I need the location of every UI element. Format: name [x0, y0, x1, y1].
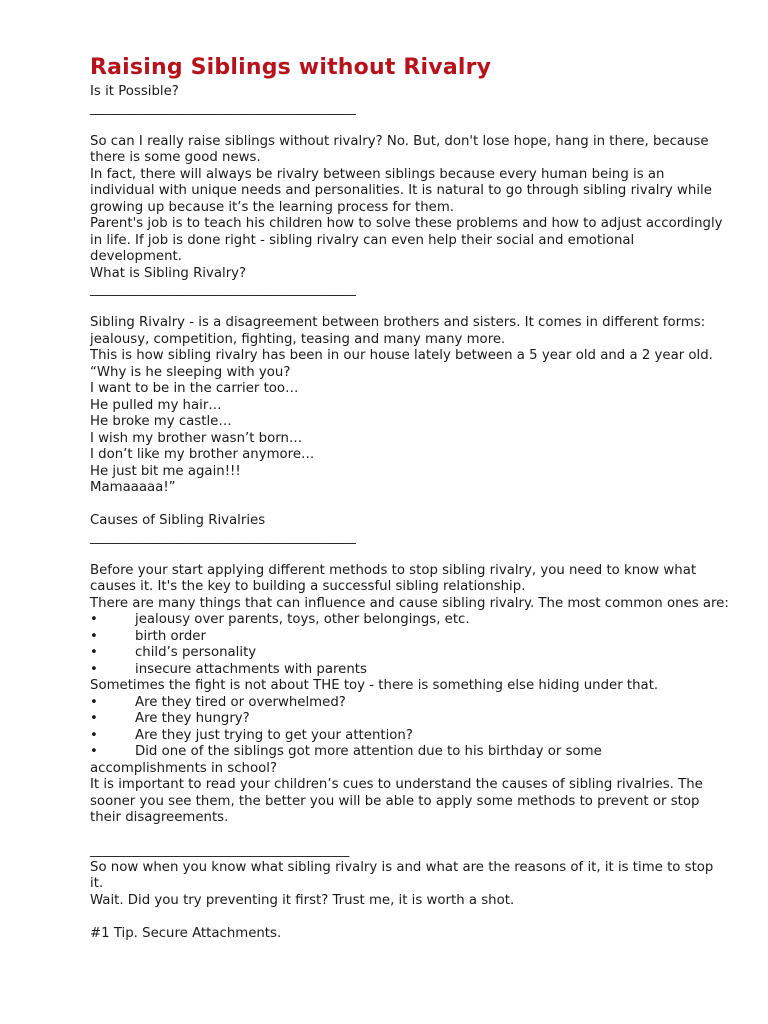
- spacer: [90, 546, 730, 563]
- list-item: [90, 662, 730, 679]
- quote-line: He broke my castle…: [90, 414, 232, 429]
- list-item: [90, 645, 730, 662]
- list-item-text: Are they just trying to get your attention?: [135, 727, 413, 743]
- spacer: [90, 497, 730, 514]
- subtitle: Is it Possible?: [90, 84, 179, 99]
- bullet-marker: •: [90, 612, 98, 627]
- spacer: [90, 299, 730, 316]
- paragraph-parents-job: Parent's job is to teach his children how to solve these problems and how to adjust accordingly in life. If job is done right - sibling rivalry can even help their social and emotional development.: [90, 216, 723, 264]
- bullet-marker: •: [90, 744, 98, 759]
- bullet-marker: •: [90, 645, 98, 660]
- list-item: [90, 629, 730, 646]
- divider-rule: _______________________________________: [90, 843, 350, 858]
- paragraph-many-things: There are many things that can influence and cause sibling rivalry. The most common ones are:: [90, 595, 729, 611]
- bullet-marker: •: [90, 727, 98, 743]
- bullet-marker: •: [90, 628, 98, 644]
- heading-what-is-sibling-rivalry: What is Sibling Rivalry?: [90, 265, 247, 281]
- quote-line: He pulled my hair…: [90, 397, 222, 413]
- list-item-continuation: accomplishments in school?: [90, 760, 278, 776]
- spacer: [90, 117, 730, 134]
- list-item-text: insecure attachments with parents: [135, 661, 367, 677]
- list-item: [90, 728, 730, 745]
- document-page: [90, 52, 730, 942]
- divider-rule: ________________________________________: [90, 100, 356, 116]
- paragraph-in-fact: In fact, there will always be rivalry between siblings because every human being is an individual with unique needs and personalities. It is natural to go through sibling rivalry while growing up because it’s the learning process for them.: [90, 166, 712, 215]
- paragraph-definition: Sibling Rivalry - is a disagreement between brothers and sisters. It comes in different forms: jealousy, competition, fighting, teasing and many many more.: [90, 315, 706, 347]
- list-item: [90, 711, 730, 728]
- list-item-text: child’s personality: [135, 645, 257, 660]
- list-item-text: Did one of the siblings got more attention due to his birthday or some: [135, 744, 602, 759]
- paragraph-intro: So can I really raise siblings without rivalry? No. But, don't lose hope, hang in there, because there is some good news.: [90, 133, 709, 165]
- heading-tip-1: #1 Tip. Secure Attachments.: [90, 925, 282, 941]
- paragraph-wait: Wait. Did you try preventing it first? Trust me, it is worth a shot.: [90, 892, 515, 908]
- paragraph-our-house: This is how sibling rivalry has been in our house lately between a 5 year old and a 2 year old.: [90, 348, 713, 363]
- quote-line: He just bit me again!!!: [90, 463, 241, 479]
- spacer: [90, 827, 730, 844]
- divider-rule: ________________________________________: [90, 529, 356, 545]
- quote-line: I don’t like my brother anymore…: [90, 447, 315, 462]
- quote-line: I wish my brother wasn’t born…: [90, 430, 303, 446]
- spacer: [90, 909, 730, 926]
- document-body: [90, 84, 730, 942]
- list-item: [90, 744, 730, 761]
- paragraph-read-cues: It is important to read your children’s cues to understand the causes of sibling rivalries. The sooner you see them, the better you will be able to apply some methods to prevent or stop their disagreements.: [90, 777, 703, 825]
- list-item-text: jealousy over parents, toys, other belongings, etc.: [135, 612, 470, 627]
- list-item-text: Are they tired or overwhelmed?: [135, 694, 346, 710]
- bullet-marker: •: [90, 661, 98, 677]
- paragraph-so-now: So now when you know what sibling rivalry is and what are the reasons of it, it is time to stop it.: [90, 859, 714, 891]
- quote-line: I want to be in the carrier too…: [90, 381, 299, 396]
- heading-causes: Causes of Sibling Rivalries: [90, 513, 266, 528]
- list-item-text: birth order: [135, 628, 206, 644]
- list-item: [90, 612, 730, 629]
- quote-line: Mamaaaaa!”: [90, 480, 176, 495]
- bullet-marker: •: [90, 694, 98, 710]
- bullet-marker: •: [90, 711, 98, 726]
- quote-line: “Why is he sleeping with you?: [90, 364, 291, 380]
- document-title: Raising Siblings without Rivalry: [90, 55, 492, 80]
- paragraph-before-you-start: Before your start applying different methods to stop sibling rivalry, you need to know what causes it. It's the key to building a successful sibling relationship.: [90, 562, 697, 594]
- list-item-text: Are they hungry?: [135, 711, 250, 726]
- divider-rule: ________________________________________: [90, 282, 356, 297]
- paragraph-sometimes: Sometimes the fight is not about THE toy - there is something else hiding under that.: [90, 678, 659, 693]
- list-item: [90, 695, 730, 712]
